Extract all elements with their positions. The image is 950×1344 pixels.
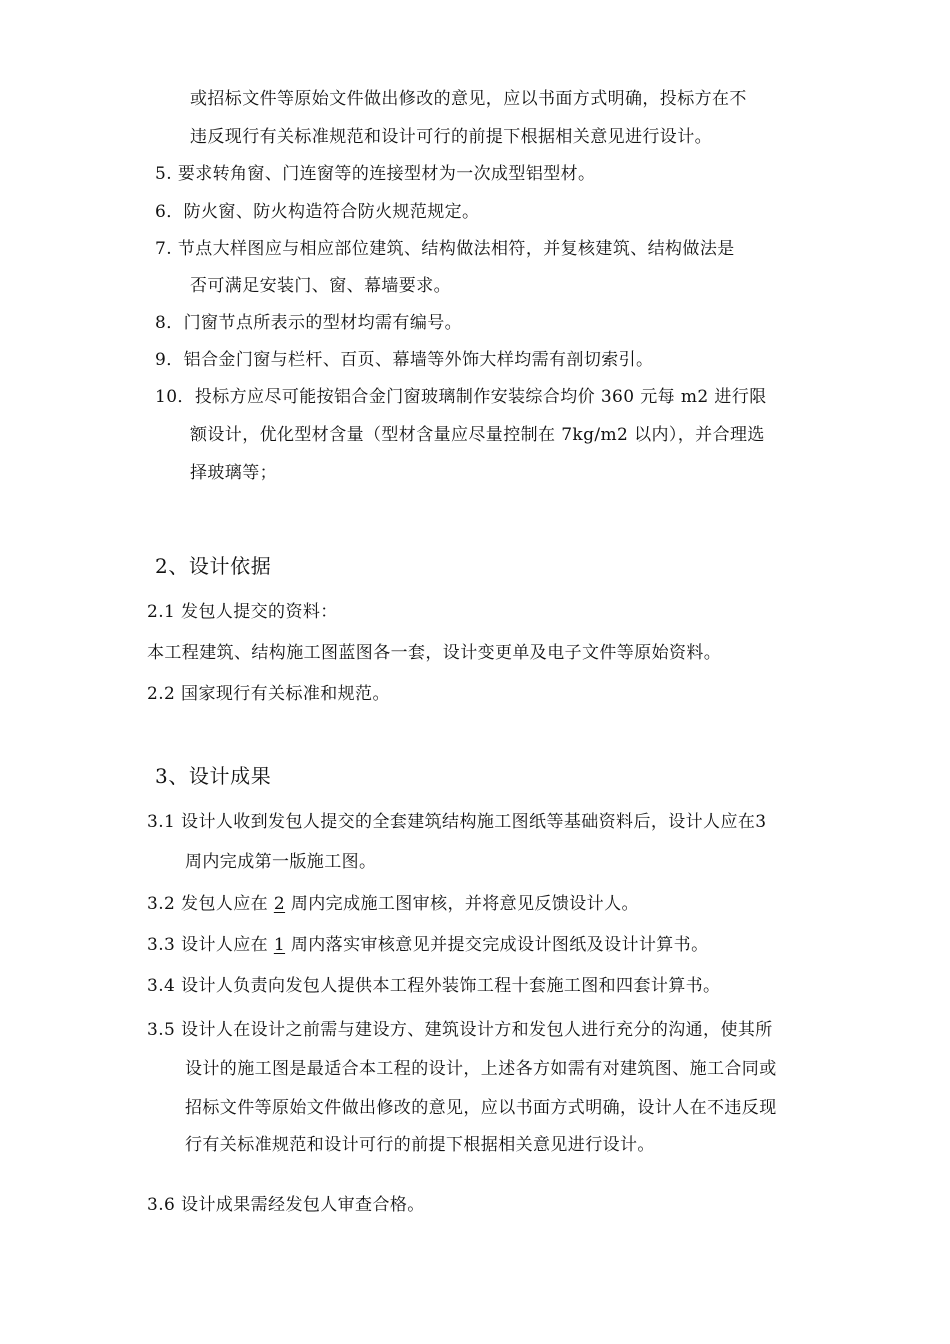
item-8: 8．门窗节点所表示的型材均需有编号。 bbox=[155, 313, 463, 333]
section-3-2-prefix: 3.2 发包人应在 bbox=[147, 894, 274, 914]
section-3-1-line-2: 周内完成第一版施工图。 bbox=[185, 852, 377, 872]
item-6: 6．防火窗、防火构造符合防火规范规定。 bbox=[155, 202, 480, 222]
item-7-line-1: 7. 节点大样图应与相应部位建筑、结构做法相符，并复核建筑、结构做法是 bbox=[155, 239, 735, 259]
section-3-3 bbox=[147, 934, 708, 956]
section-3-2-weeks: 2 bbox=[273, 894, 286, 914]
section-2-1: 2.1 发包人提交的资料： bbox=[147, 602, 338, 622]
item-10-line-3: 择玻璃等； bbox=[190, 463, 277, 483]
intro-line-1: 或招标文件等原始文件做出修改的意见，应以书面方式明确，投标方在不 bbox=[190, 89, 747, 109]
item-5: 5. 要求转角窗、门连窗等的连接型材为一次成型铝型材。 bbox=[155, 164, 596, 184]
section-3-5-line-1: 3.5 设计人在设计之前需与建设方、建筑设计方和发包人进行充分的沟通，使其所 bbox=[147, 1020, 773, 1040]
item-10-line-1: 10．投标方应尽可能按铝合金门窗玻璃制作安装综合均价 360 元每 m2 进行限 bbox=[155, 387, 767, 407]
section-2-2: 2.2 国家现行有关标准和规范。 bbox=[147, 684, 390, 704]
section-2-1-body: 本工程建筑、结构施工图蓝图各一套，设计变更单及电子文件等原始资料。 bbox=[147, 643, 722, 663]
item-9: 9．铝合金门窗与栏杆、百页、幕墙等外饰大样均需有剖切索引。 bbox=[155, 350, 654, 370]
section-3-3-weeks: 1 bbox=[273, 935, 286, 955]
section-3-3-prefix: 3.3 设计人应在 bbox=[147, 935, 274, 955]
item-10-line-2: 额设计，优化型材含量（型材含量应尽量控制在 7kg/m2 以内），并合理选 bbox=[190, 425, 765, 445]
section-3-1-line-1: 3.1 设计人收到发包人提交的全套建筑结构施工图纸等基础资料后，设计人应在3 bbox=[147, 812, 767, 832]
section-2-heading: 2、设计依据 bbox=[155, 554, 272, 578]
item-7-line-2: 否可满足安装门、窗、幕墙要求。 bbox=[190, 276, 451, 296]
section-3-5-line-3: 招标文件等原始文件做出修改的意见，应以书面方式明确，设计人在不违反现 bbox=[185, 1098, 777, 1118]
section-3-5-line-4: 行有关标准规范和设计可行的前提下根据相关意见进行设计。 bbox=[185, 1135, 655, 1155]
section-3-3-suffix: 周内落实审核意见并提交完成设计图纸及设计计算书。 bbox=[285, 935, 709, 955]
section-3-2-suffix: 周内完成施工图审核，并将意见反馈设计人。 bbox=[285, 894, 639, 914]
section-3-heading: 3、设计成果 bbox=[155, 764, 272, 788]
intro-line-2: 违反现行有关标准规范和设计可行的前提下根据相关意见进行设计。 bbox=[190, 127, 712, 147]
section-3-6: 3.6 设计成果需经发包人审查合格。 bbox=[147, 1195, 425, 1215]
section-3-4: 3.4 设计人负责向发包人提供本工程外装饰工程十套施工图和四套计算书。 bbox=[147, 976, 721, 996]
section-3-5-line-2: 设计的施工图是最适合本工程的设计，上述各方如需有对建筑图、施工合同或 bbox=[185, 1059, 777, 1079]
section-3-2 bbox=[147, 893, 639, 915]
